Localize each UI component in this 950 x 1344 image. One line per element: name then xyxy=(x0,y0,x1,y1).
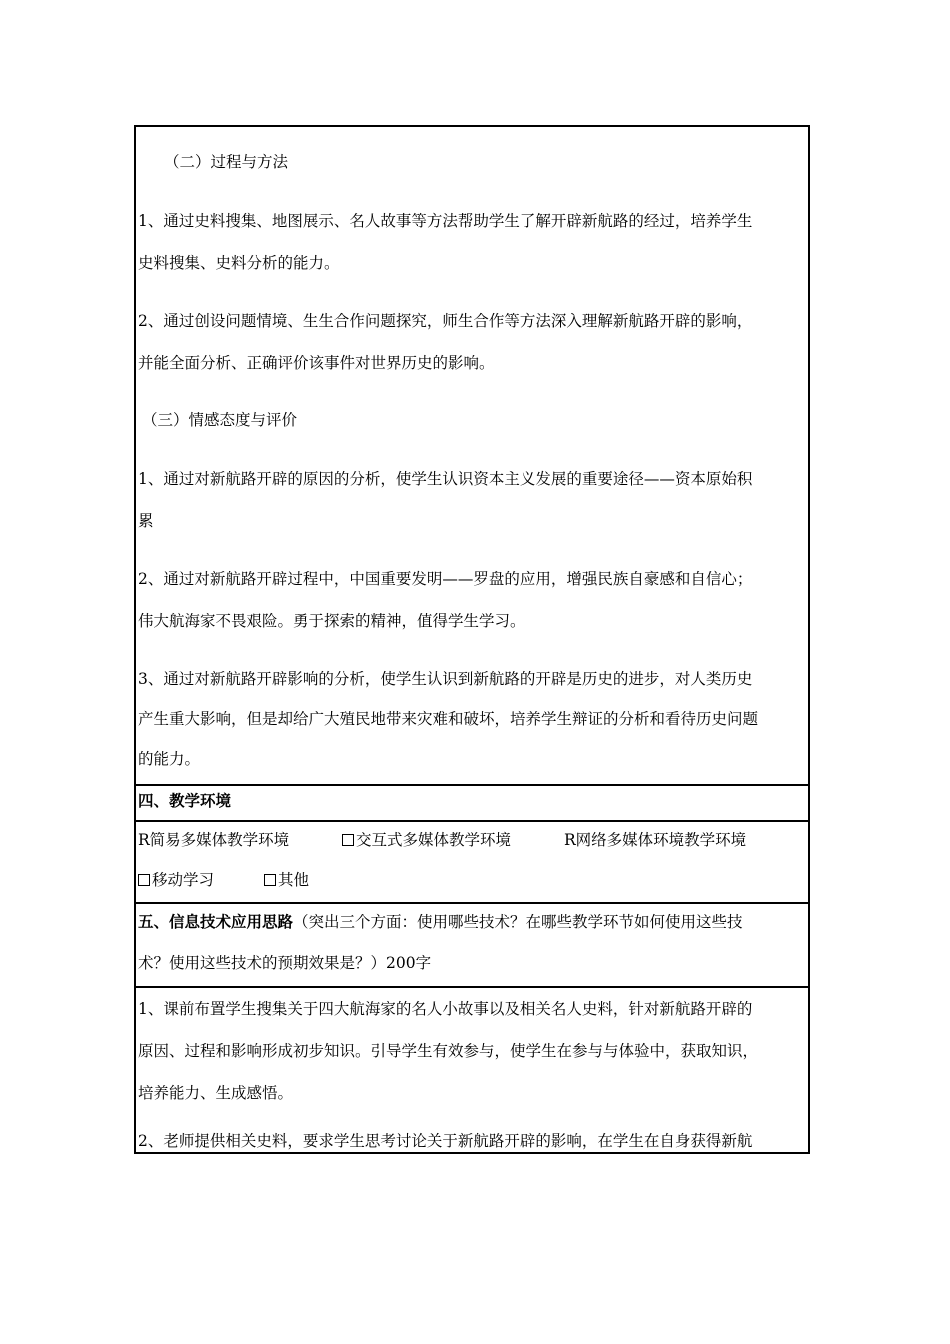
checkbox-icon[interactable] xyxy=(264,874,276,886)
checkbox-icon[interactable] xyxy=(342,834,354,846)
tech-content-cell xyxy=(136,988,808,1156)
emotion-paragraph-1-line-1: 1、通过对新航路开辟的原因的分析，使学生认识资本主义发展的重要途径——资本原始积 xyxy=(138,470,753,488)
environment-options-cell xyxy=(136,822,808,904)
emotion-paragraph-1-line-2: 累 xyxy=(138,512,154,530)
option-mobile-learning[interactable]: 移动学习 xyxy=(138,870,214,890)
tech-heading-line-2: 术？使用这些技术的预期效果是？）200字 xyxy=(138,954,432,972)
tech-paragraph-1-line-3: 培养能力、生成感悟。 xyxy=(138,1084,294,1102)
tech-paragraph-2-line-1: 2、老师提供相关史料，要求学生思考讨论关于新航路开辟的影响，在学生在自身获得新航 xyxy=(138,1132,753,1150)
process-paragraph-2-line-2: 并能全面分析、正确评价该事件对世界历史的影响。 xyxy=(138,354,495,372)
tech-heading-title: 五、信息技术应用思路 xyxy=(138,912,294,931)
objectives-cell xyxy=(136,127,808,786)
emotion-paragraph-3-line-2: 产生重大影响，但是却给广大殖民地带来灾难和破坏，培养学生辩证的分析和看待历史问题 xyxy=(138,710,759,728)
tech-heading-note: （突出三个方面：使用哪些技术？在哪些教学环节如何使用这些技 xyxy=(293,913,743,931)
process-paragraph-1-line-2: 史料搜集、史料分析的能力。 xyxy=(138,254,340,272)
option-interactive-multimedia[interactable]: 交互式多媒体教学环境 xyxy=(342,830,511,850)
emotion-paragraph-3-line-1: 3、通过对新航路开辟影响的分析，使学生认识到新航路的开辟是历史的进步，对人类历史 xyxy=(138,670,753,688)
emotion-paragraph-2-line-1: 2、通过对新航路开辟过程中，中国重要发明——罗盘的应用，增强民族自豪感和自信心； xyxy=(138,570,753,588)
process-paragraph-2-line-1: 2、通过创设问题情境、生生合作问题探究，师生合作等方法深入理解新航路开辟的影响， xyxy=(138,312,753,330)
environment-heading-cell xyxy=(136,786,808,822)
tech-paragraph-1-line-2: 原因、过程和影响形成初步知识。引导学生有效参与，使学生在参与与体验中，获取知识， xyxy=(138,1042,759,1060)
option-other[interactable]: 其他 xyxy=(264,870,309,890)
checkbox-icon[interactable] xyxy=(138,874,150,886)
environment-heading: 四、教学环境 xyxy=(138,791,232,810)
emotion-heading: （三）情感态度与评价 xyxy=(142,411,298,429)
tech-paragraph-1-line-1: 1、课前布置学生搜集关于四大航海家的名人小故事以及相关名人史料，针对新航路开辟的 xyxy=(138,1000,753,1018)
emotion-paragraph-2-line-2: 伟大航海家不畏艰险。勇于探索的精神，值得学生学习。 xyxy=(138,612,526,630)
option-network-multimedia: R网络多媒体环境教学环境 xyxy=(564,831,747,849)
lesson-plan-table xyxy=(134,125,810,1154)
process-paragraph-1-line-1: 1、通过史料搜集、地图展示、名人故事等方法帮助学生了解开辟新航路的经过，培养学生 xyxy=(138,212,753,230)
tech-heading-cell xyxy=(136,904,808,988)
option-simple-multimedia: R简易多媒体教学环境 xyxy=(138,831,290,849)
tech-heading-line-1 xyxy=(138,912,743,932)
emotion-paragraph-3-line-3: 的能力。 xyxy=(138,750,201,768)
process-heading: （二）过程与方法 xyxy=(164,153,289,171)
